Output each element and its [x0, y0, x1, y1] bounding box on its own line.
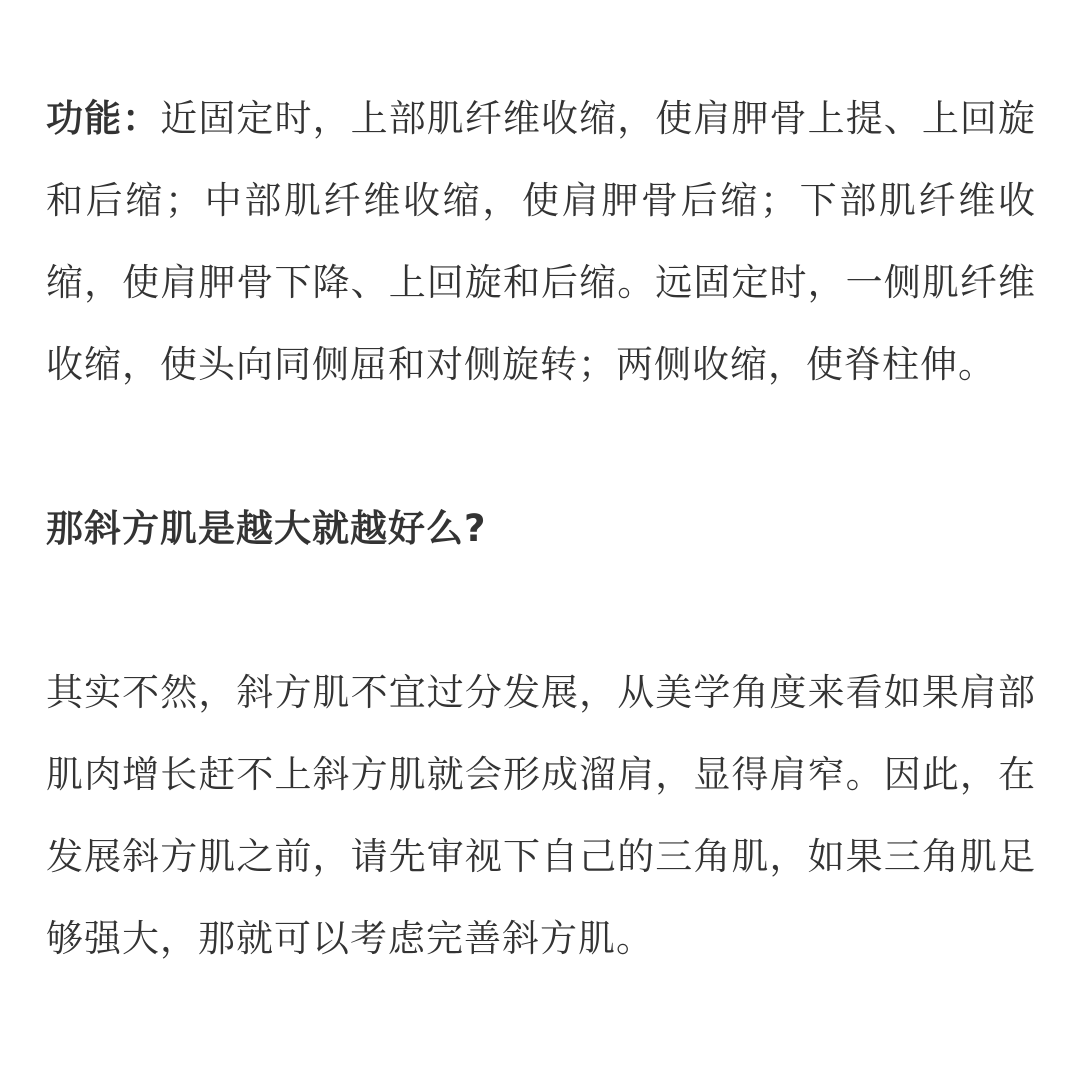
article-body [46, 78, 1036, 980]
paragraph-spacer [46, 406, 1036, 488]
paragraph-spacer [46, 570, 1036, 652]
function-label: 功能： [46, 97, 161, 140]
question-heading: 那斜方肌是越大就越好么? [46, 507, 487, 550]
function-text: 近固定时，上部肌纤维收缩，使肩胛骨上提、上回旋和后缩；中部肌纤维收缩，使肩胛骨后缩；下部肌纤维收缩，使肩胛骨下降、上回旋和后缩。远固定时，一侧肌纤维收缩，使头向同侧屈和对侧旋转；两侧收缩，使脊柱伸。 [46, 97, 1037, 386]
answer-paragraph: 其实不然，斜方肌不宜过分发展，从美学角度来看如果肩部肌肉增长赶不上斜方肌就会形成溜肩，显得肩窄。因此，在发展斜方肌之前，请先审视下自己的三角肌，如果三角肌足够强大，那就可以考虑完善斜方肌。 [46, 671, 1036, 960]
function-paragraph [46, 78, 1036, 406]
